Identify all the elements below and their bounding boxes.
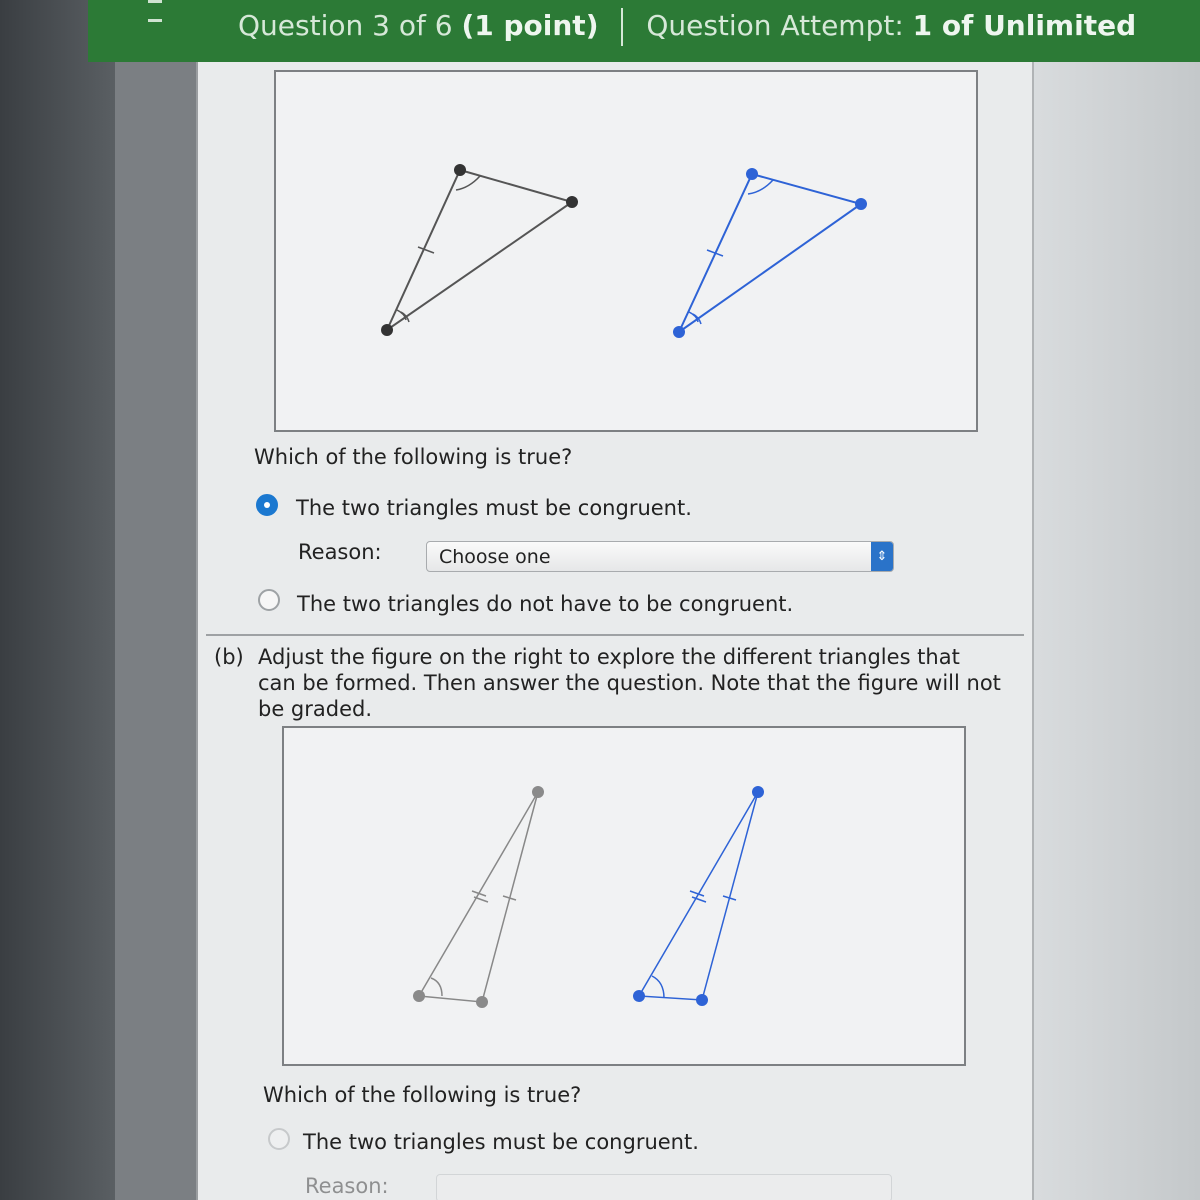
header-separator [621,8,623,46]
part-b-instructions [214,644,1004,722]
vertex[interactable] [696,994,708,1006]
vertex[interactable] [532,786,544,798]
vertex[interactable] [633,990,645,1002]
angle-mark [748,180,773,194]
vertex[interactable] [673,326,685,338]
reason-select[interactable] [426,541,894,572]
section-divider [206,634,1024,636]
vertex[interactable] [752,786,764,798]
part-b-option-congruent-radio[interactable] [268,1128,290,1150]
vertex[interactable] [746,168,758,180]
option-not-congruent-label[interactable]: The two triangles do not have to be congruent. [297,592,794,616]
angle-mark [652,976,664,998]
attempt-label: Question Attempt: [646,9,904,42]
question-points: (1 point) [461,9,599,42]
vertex[interactable] [476,996,488,1008]
left-bezel [0,0,115,1200]
top-bar [88,0,1200,62]
reason-label: Reason: [298,540,382,564]
part-a-prompt: Which of the following is true? [254,445,573,469]
figure-a [274,70,978,432]
part-b-reason-select[interactable] [436,1174,892,1200]
triangle-gray [413,786,544,1008]
menu-icon[interactable] [148,0,162,22]
vertex[interactable] [855,198,867,210]
attempt-value: 1 of Unlimited [912,9,1137,42]
part-b-option-congruent-label[interactable]: The two triangles must be congruent. [303,1130,699,1154]
question-position: Question 3 of 6 [238,9,453,42]
part-b-prompt: Which of the following is true? [263,1083,582,1107]
angle-mark [456,176,480,190]
reason-select-value: Choose one [439,546,551,568]
figure-b-canvas [284,728,964,1064]
figure-a-canvas [276,72,976,430]
vertex[interactable] [413,990,425,1002]
outer-gray [115,62,196,1200]
triangle-blue [633,786,764,1006]
triangle-blue [673,168,867,338]
triangle-gray [381,164,578,336]
option-congruent-label[interactable]: The two triangles must be congruent. [296,496,692,520]
figure-b[interactable] [282,726,966,1066]
tick-mark [418,247,434,253]
part-b-reason-label: Reason: [305,1174,389,1198]
part-b-text: Adjust the figure on the right to explore the different triangles that can be formed. Then answer the question. Note that the figure will not be graded. [258,645,1001,721]
option-congruent-radio[interactable] [256,494,278,516]
vertex[interactable] [454,164,466,176]
vertex[interactable] [381,324,393,336]
question-header [238,8,1136,46]
option-not-congruent-radio[interactable] [258,589,280,611]
part-b-tag: (b) [214,645,244,669]
right-bezel [1030,60,1200,1200]
angle-mark [431,978,442,996]
vertex[interactable] [566,196,578,208]
select-arrows-icon[interactable]: ⇕ [871,542,893,571]
